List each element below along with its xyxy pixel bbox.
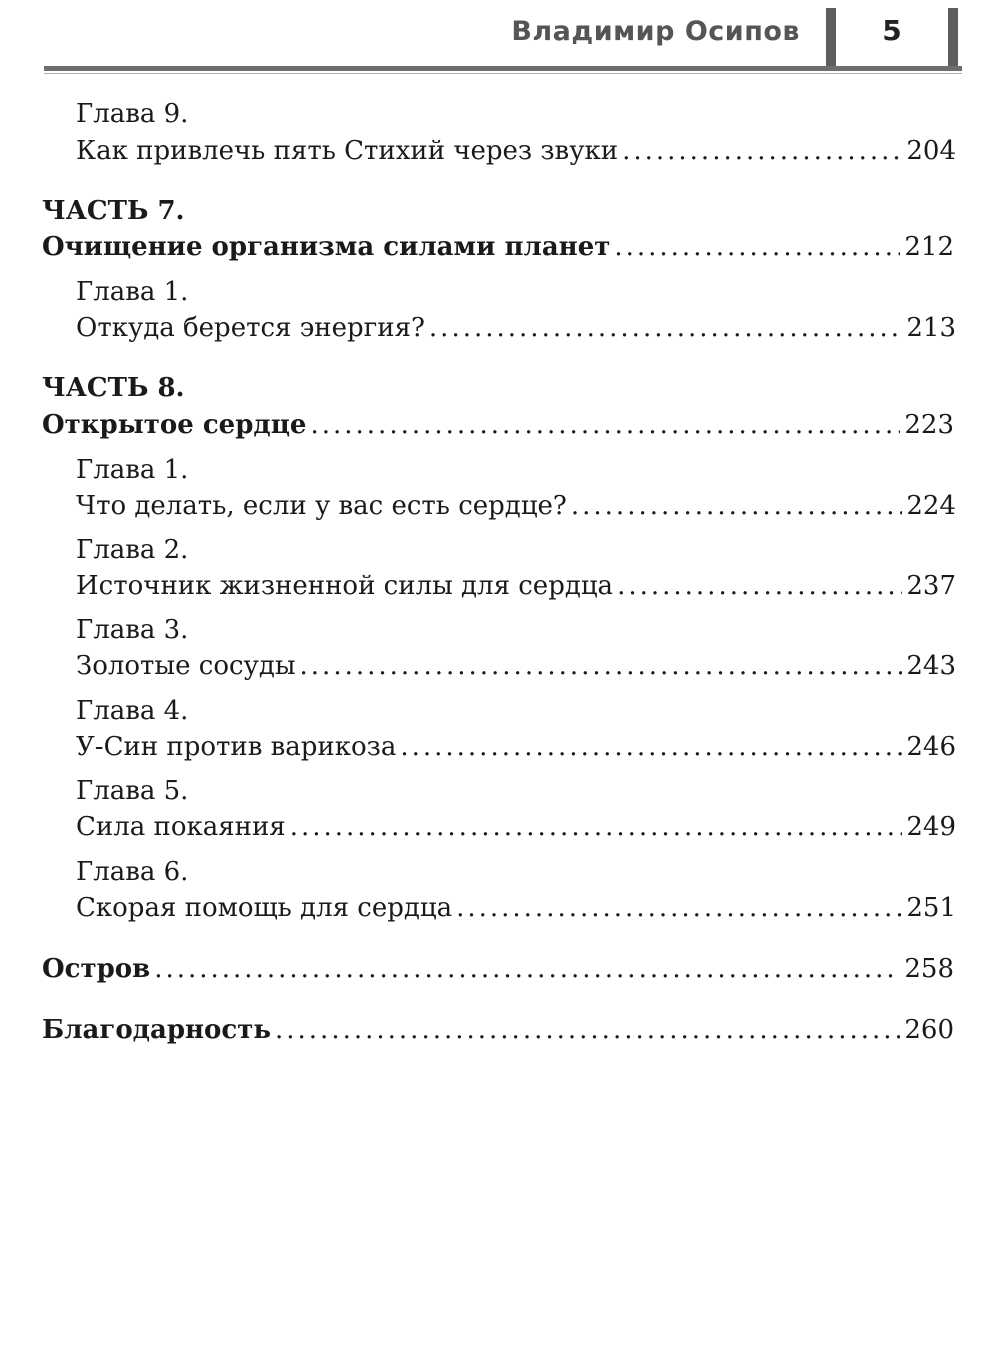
toc-entry-island[interactable] (42, 952, 954, 986)
toc-entry-acknowledgements[interactable] (42, 1013, 954, 1047)
toc-entry-title: Источник жизненной силы для сердца (76, 571, 614, 601)
chapter-label: Глава 5. (76, 776, 189, 806)
toc-entry-page: 237 (906, 571, 956, 601)
toc-entry-title: Сила покаяния (76, 812, 286, 842)
chapter-label: Глава 1. (76, 455, 189, 485)
leader-dots (617, 569, 902, 603)
leader-dots (456, 891, 902, 925)
toc-entry-page: 258 (904, 954, 954, 984)
toc-entry-title: Остров (42, 954, 151, 984)
running-header-author: Владимир Осипов (511, 16, 800, 47)
toc-entry-p8-chapter-2[interactable] (76, 569, 956, 603)
toc-entry-title: Что делать, если у вас есть сердце? (76, 491, 567, 521)
toc-entry-title: Откуда берется энергия? (76, 313, 425, 343)
toc-entry-title: Открытое сердце (42, 410, 307, 440)
leader-dots (571, 489, 902, 523)
chapter-label: Глава 1. (76, 277, 189, 307)
leader-dots (400, 730, 902, 764)
part-label: ЧАСТЬ 8. (42, 373, 185, 403)
toc-entry-page: 243 (906, 651, 956, 681)
toc-entry-page: 224 (906, 491, 956, 521)
toc-entry-chapter-9[interactable] (76, 134, 956, 168)
toc-entry-p8-chapter-3[interactable] (76, 649, 956, 683)
chapter-label: Глава 9. (76, 99, 189, 129)
toc-entry-title: Золотые сосуды (76, 651, 296, 681)
chapter-label: Глава 2. (76, 535, 189, 565)
leader-dots (614, 230, 900, 264)
toc-entry-title: Очищение организма силами планет (42, 232, 611, 262)
toc-entry-page: 223 (904, 410, 954, 440)
toc-entry-p8-chapter-6[interactable] (76, 891, 956, 925)
toc-entry-part-7[interactable] (42, 230, 954, 264)
leader-dots (290, 810, 903, 844)
toc-entry-title: Благодарность (42, 1015, 271, 1045)
leader-dots (275, 1013, 900, 1047)
page-number-frame-left (826, 8, 836, 70)
toc-entry-p8-chapter-4[interactable] (76, 730, 956, 764)
toc-entry-page: 204 (906, 136, 956, 166)
toc-entry-page: 213 (906, 313, 956, 343)
toc-entry-p8-chapter-1[interactable] (76, 489, 956, 523)
page-number: 5 (882, 14, 902, 47)
leader-dots (622, 134, 902, 168)
chapter-label: Глава 6. (76, 857, 189, 887)
leader-dots (429, 311, 902, 345)
toc-entry-title: Как привлечь пять Стихий через звуки (76, 136, 619, 166)
toc-entry-page: 251 (906, 893, 956, 923)
toc-entry-part-8[interactable] (42, 408, 954, 442)
toc-entry-title: Скорая помощь для сердца (76, 893, 453, 923)
chapter-label: Глава 3. (76, 615, 189, 645)
chapter-label: Глава 4. (76, 696, 189, 726)
toc-entry-p7-chapter-1[interactable] (76, 311, 956, 345)
toc-entry-page: 246 (906, 732, 956, 762)
toc-entry-page: 249 (906, 812, 956, 842)
header-rule-thin (44, 73, 962, 74)
page-number-frame-right (948, 8, 958, 70)
part-label: ЧАСТЬ 7. (42, 196, 185, 226)
toc-entry-title: У-Син против варикоза (76, 732, 397, 762)
toc-entry-p8-chapter-5[interactable] (76, 810, 956, 844)
header-rule (44, 66, 962, 71)
leader-dots (154, 952, 900, 986)
leader-dots (300, 649, 903, 683)
leader-dots (310, 408, 900, 442)
toc-entry-page: 212 (904, 232, 954, 262)
toc-entry-page: 260 (904, 1015, 954, 1045)
